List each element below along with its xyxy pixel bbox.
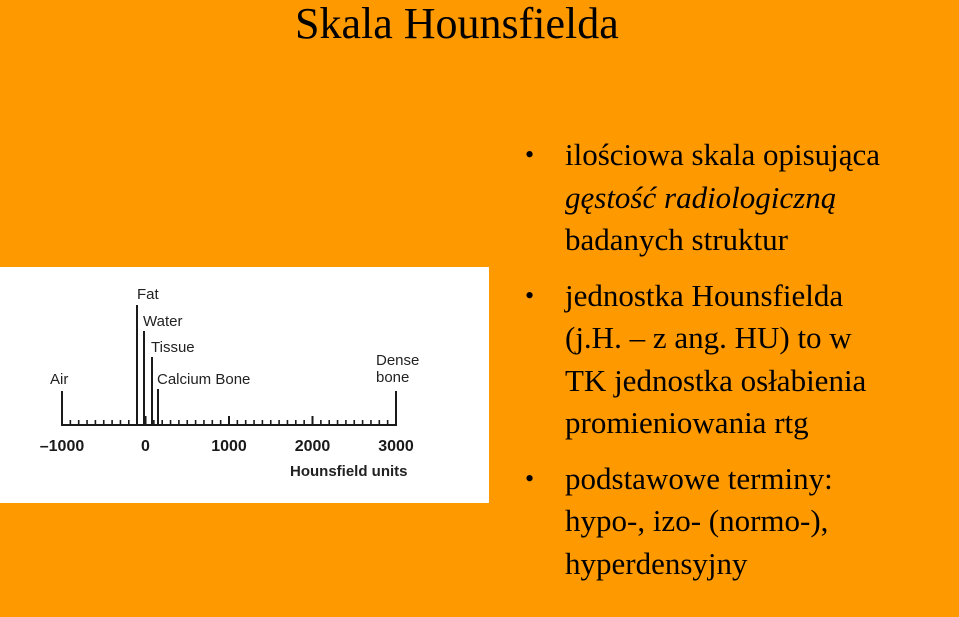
bullet-line: jednostka Hounsfielda: [565, 277, 844, 313]
bullet-line: podstawowe terminy:: [565, 460, 833, 496]
bullet-item: [525, 458, 959, 586]
tick-label: –1000: [39, 438, 85, 455]
bullet-line: gęstość radiologiczną: [565, 179, 837, 215]
bullet-list: [525, 134, 959, 585]
tick-label: 3000: [378, 438, 414, 455]
marker-label: Air: [50, 371, 69, 388]
tick-label: 2000: [294, 438, 331, 455]
hounsfield-scale-figure: [0, 267, 489, 503]
tick-label: 1000: [211, 438, 247, 455]
marker-label: Fat: [137, 286, 159, 303]
bullet-item: [525, 275, 959, 445]
marker-label: Calcium Bone: [157, 371, 251, 388]
marker-label: Water: [143, 313, 183, 330]
tick-label: 0: [141, 438, 150, 455]
slide-title: Skala Hounsfielda: [295, 0, 619, 48]
marker-label-line: Dense: [376, 352, 420, 369]
bullet-line: badanych struktur: [565, 222, 788, 257]
bullet-line: TK jednostka osłabienia: [565, 362, 867, 398]
marker-label: [376, 352, 419, 386]
bullet-dot-icon: •: [525, 280, 535, 310]
bullet-line: promieniowania rtg: [565, 405, 809, 440]
bullet-line: (j.H. – z ang. HU) to w: [565, 320, 852, 355]
bullet-line: ilościowa skala opisująca: [565, 137, 881, 172]
marker-label: Tissue: [151, 339, 195, 356]
bullet-item: [525, 134, 959, 262]
axis-title: Hounsfield units: [290, 463, 408, 480]
bullet-dot-icon: •: [525, 140, 535, 169]
marker-label-line: bone: [376, 369, 410, 386]
bullet-line: hyperdensyjny: [565, 545, 748, 581]
bullet-line: hypo-, izo- (normo-),: [565, 503, 829, 538]
bullet-dot-icon: •: [525, 463, 535, 493]
